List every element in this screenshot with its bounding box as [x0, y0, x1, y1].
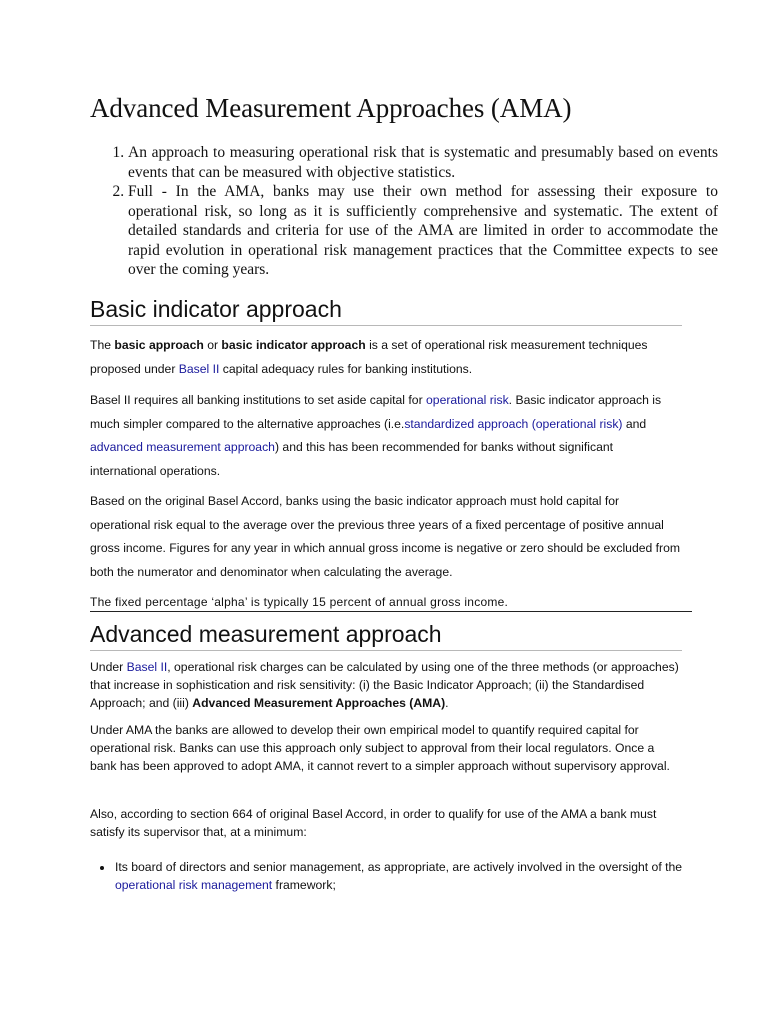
list-item: 1. An approach to measuring operational risk that is systematic and presumably based on events events that can be measured with objective statistics.	[128, 143, 718, 182]
text: The	[90, 338, 115, 352]
section-heading-basic: Basic indicator approach	[90, 296, 682, 326]
link-operational-risk[interactable]: operational risk	[426, 393, 509, 407]
text: Its board of directors and senior management, as appropriate, are actively involved in the oversight of the	[115, 860, 683, 874]
text: ) and this has been recommended for banks without significant international operations.	[90, 440, 614, 478]
section-heading-advanced: Advanced measurement approach	[90, 621, 682, 651]
bold-term: basic indicator approach	[221, 338, 366, 352]
paragraph: Also, according to section 664 of original Basel Accord, in order to qualify for use of the AMA a bank must satisfy its supervisor that, at a minimum:	[90, 807, 657, 840]
text: . Basic indicator approach is much simpler compared to the alternative approaches (i.e.	[90, 393, 662, 431]
list-item: 2. Full - In the AMA, banks may use their own method for assessing their exposure to operational risk, so long as it is sufficiently comprehensive and systematic. The extent of detailed standards and criteria for use of the AMA are limited in order to accommodate the rapid evolution in operational risk management practices that the Committee expects to see over the coming years.	[128, 182, 718, 280]
ama-definition-list	[90, 143, 718, 280]
text: or	[203, 338, 222, 352]
text: framework;	[272, 878, 336, 893]
requirements-list	[90, 858, 714, 894]
list-item	[114, 858, 714, 894]
paragraph: Based on the original Basel Accord, banks using the basic indicator approach must hold capital for operational risk equal to the average over the previous three years of a fixed percentage of positive annual gross income. Figures for any year in which annual gross income is negative or zero should be excluded from both the numerator and denominator when calculating the average.	[90, 494, 681, 579]
text: Under	[90, 660, 127, 674]
bold-term: basic approach	[114, 338, 204, 352]
link-operational-risk-management[interactable]: operational risk management	[115, 878, 273, 893]
paragraph	[90, 658, 682, 713]
link-advanced-measurement-approach[interactable]: advanced measurement approach	[90, 440, 275, 454]
text: is a set of operational risk measurement techniques proposed under	[90, 338, 648, 376]
paragraph	[90, 389, 682, 483]
text: capital adequacy rules for banking institutions.	[219, 361, 473, 376]
alpha-note: The fixed percentage ‘alpha’ is typically 15 percent of annual gross income.	[90, 593, 692, 612]
link-basel-ii[interactable]: Basel II	[126, 660, 168, 674]
text: Basel II requires all banking institutions to set aside capital for	[90, 393, 427, 407]
link-basel-ii[interactable]: Basel II	[178, 361, 220, 376]
link-standardized-approach[interactable]: standardized approach (operational risk)	[404, 416, 623, 431]
page-title: Advanced Measurement Approaches (AMA)	[90, 93, 572, 123]
paragraph: Under AMA the banks are allowed to develop their own empirical model to quantify required capital for operational risk. Banks can use this approach only subject to approval from their local regulators. Once a bank has been approved to adopt AMA, it cannot revert to a simpler approach without supervisory approval.	[90, 723, 670, 774]
text: , operational risk charges can be calculated by using one of the three methods (or approaches) that increase in sophistication and risk sensitivity: (i) the Basic Indicator Approach; (ii) the Standardised Approach; and (iii)	[90, 660, 679, 711]
text: .	[445, 696, 449, 711]
paragraph	[90, 334, 682, 381]
text: and	[622, 416, 647, 431]
bold-term: Advanced Measurement Approaches (AMA)	[192, 696, 446, 711]
